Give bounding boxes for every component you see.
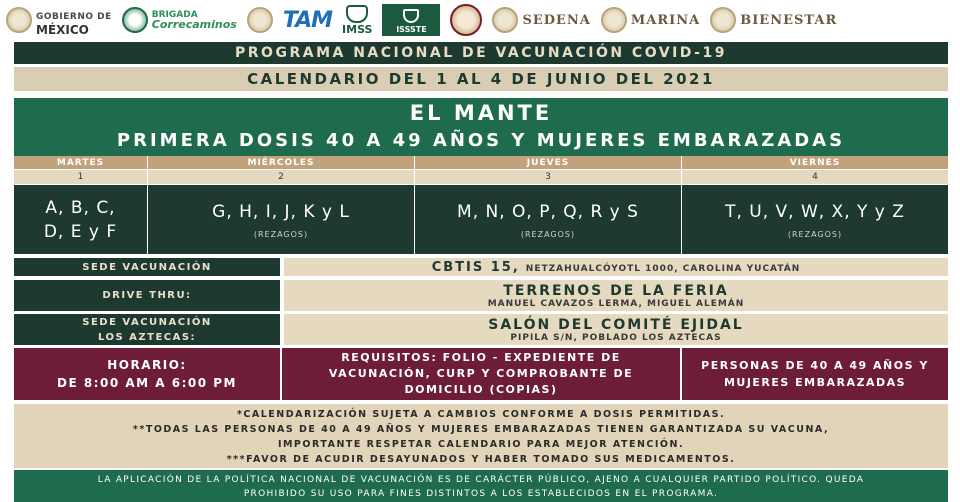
issste-shield-icon — [403, 9, 419, 23]
city-title: EL MANTE — [409, 101, 553, 125]
notes-box — [14, 404, 948, 468]
sede-aztecas-address: PIPILA S/N, POBLADO LOS AZTECAS — [510, 332, 722, 343]
drive-thru-address: MANUEL CAVAZOS LERMA, MIGUEL ALEMÁN — [487, 298, 745, 309]
bienestar-logo — [710, 7, 837, 33]
day-number-1: 1 — [14, 170, 147, 184]
day-letters-2-line1: G, H, I, J, K y L — [212, 202, 350, 222]
day-note-2: (REZAGOS) — [253, 230, 309, 239]
sede-aztecas-value — [284, 314, 948, 345]
day-letters-3-line1: M, N, O, P, Q, R y S — [457, 202, 639, 222]
drive-thru-row — [14, 280, 948, 311]
bienestar-seal-icon — [710, 7, 736, 33]
drive-thru-name: TERRENOS DE LA FERIA — [503, 282, 729, 299]
sede-aztecas-label-line2: LOS AZTECAS: — [97, 331, 197, 343]
requisitos-line2: VACUNACIÓN, CURP Y COMPROBANTE DE — [328, 367, 634, 380]
day-letters-1-line2: D, E y F — [43, 221, 118, 242]
sede-aztecas-label — [14, 314, 280, 345]
gobierno-label: GOBIERNO DE — [36, 11, 112, 22]
title-block — [14, 98, 948, 156]
note-line2: **TODAS LAS PERSONAS DE 40 A 49 AÑOS Y MUJERES EMBARAZADAS TIENEN GARANTIZADA SU VACUNA, — [132, 424, 830, 435]
sedena-label: SEDENA — [522, 12, 591, 28]
footer-line2: PROHIBIDO SU USO PARA FINES DISTINTOS A LOS ESTABLECIDOS EN EL PROGRAMA. — [243, 489, 719, 499]
brigada-label: BRIGADA — [151, 9, 198, 20]
day-note-4: (REZAGOS) — [787, 230, 843, 239]
horario-value: DE 8:00 AM A 6:00 PM — [57, 376, 237, 390]
horario-box — [14, 348, 280, 400]
requisitos-line1: REQUISITOS: FOLIO - EXPEDIENTE DE — [341, 351, 621, 364]
day-name-4: VIERNES — [682, 156, 948, 169]
requisitos-line3: DOMICILIO (COPIAS) — [404, 383, 558, 396]
day-letters-1-line1: A, B, C, — [45, 197, 116, 218]
sede-name: CBTIS 15, — [431, 259, 520, 275]
day-number-2: 2 — [148, 170, 414, 184]
requisitos-box — [282, 348, 680, 400]
sede-row — [14, 258, 948, 276]
sede-aztecas-name: SALÓN DEL COMITÉ EJIDAL — [488, 316, 744, 333]
tamaulipas-seal-icon — [247, 7, 273, 33]
program-title: PROGRAMA NACIONAL DE VACUNACIÓN COVID-19 — [14, 42, 948, 64]
note-line4: ***FAVOR DE ACUDIR DESAYUNADOS Y HABER TOMADO SUS MEDICAMENTOS. — [226, 454, 736, 465]
sedena-seal-icon — [492, 7, 518, 33]
footer-disclaimer — [14, 470, 948, 502]
logos-header — [0, 0, 960, 40]
personas-line2: MUJERES EMBARAZADAS — [723, 376, 907, 389]
marina-logo — [601, 7, 700, 33]
personas-box — [682, 348, 948, 400]
marina-seal-icon — [601, 7, 627, 33]
days-grid — [14, 156, 948, 254]
drive-thru-label: DRIVE THRU: — [14, 280, 280, 311]
emblem-icon — [450, 4, 482, 36]
bienestar-label: BIENESTAR — [740, 12, 838, 28]
day-letters-2 — [148, 185, 414, 254]
calendar-title: CALENDARIO DEL 1 AL 4 DE JUNIO DEL 2021 — [14, 67, 948, 91]
day-letters-4 — [682, 185, 948, 254]
day-name-1: MARTES — [14, 156, 147, 169]
day-number-4: 4 — [682, 170, 948, 184]
sede-label: SEDE VACUNACIÓN — [14, 258, 280, 276]
drive-thru-value — [284, 280, 948, 311]
brigada-icon — [122, 7, 148, 33]
national-seal-icon — [6, 7, 32, 33]
imss-logo — [342, 5, 372, 36]
day-letters-1 — [14, 185, 147, 254]
mexico-label: MÉXICO — [36, 22, 89, 37]
brigada-logo — [122, 7, 237, 33]
issste-label: ISSSTE — [396, 25, 427, 34]
dose-title: PRIMERA DOSIS 40 A 49 AÑOS Y MUJERES EMBARAZADAS — [116, 130, 846, 151]
sede-aztecas-row — [14, 314, 948, 345]
sede-address: NETZAHUALCÓYOTL 1000, CAROLINA YUCATÁN — [525, 263, 801, 274]
footer-line1: LA APLICACIÓN DE LA POLÍTICA NACIONAL DE VACUNACIÓN ES DE CARÁCTER PÚBLICO, AJENO A CUALQUIER PARTIDO POLÍTICO. QUEDA — [97, 475, 865, 485]
sedena-logo — [492, 7, 590, 33]
sede-value — [284, 258, 948, 276]
personas-line1: PERSONAS DE 40 A 49 AÑOS Y — [701, 359, 929, 372]
day-letters-3 — [415, 185, 681, 254]
horario-label: HORARIO: — [107, 358, 187, 372]
sede-aztecas-label-line1: SEDE VACUNACIÓN — [82, 316, 212, 328]
gobierno-mexico-logo — [6, 4, 112, 37]
day-number-3: 3 — [415, 170, 681, 184]
correcaminos-label: Correcaminos — [151, 17, 237, 31]
issste-logo — [382, 4, 440, 36]
imss-label: IMSS — [342, 22, 373, 36]
day-name-3: JUEVES — [415, 156, 681, 169]
day-note-3: (REZAGOS) — [520, 230, 576, 239]
tam-logo: TAM — [282, 7, 333, 33]
note-line1: *CALENDARIZACIÓN SUJETA A CAMBIOS CONFORME A DOSIS PERMITIDAS. — [236, 409, 726, 420]
day-letters-4-line1: T, U, V, W, X, Y y Z — [725, 202, 905, 222]
imss-eagle-icon — [346, 5, 368, 23]
note-line3: IMPORTANTE RESPETAR CALENDARIO PARA MEJOR ATENCIÓN. — [277, 439, 685, 450]
day-name-2: MIÉRCOLES — [148, 156, 414, 169]
requirements-row — [14, 348, 948, 400]
marina-label: MARINA — [630, 12, 701, 28]
